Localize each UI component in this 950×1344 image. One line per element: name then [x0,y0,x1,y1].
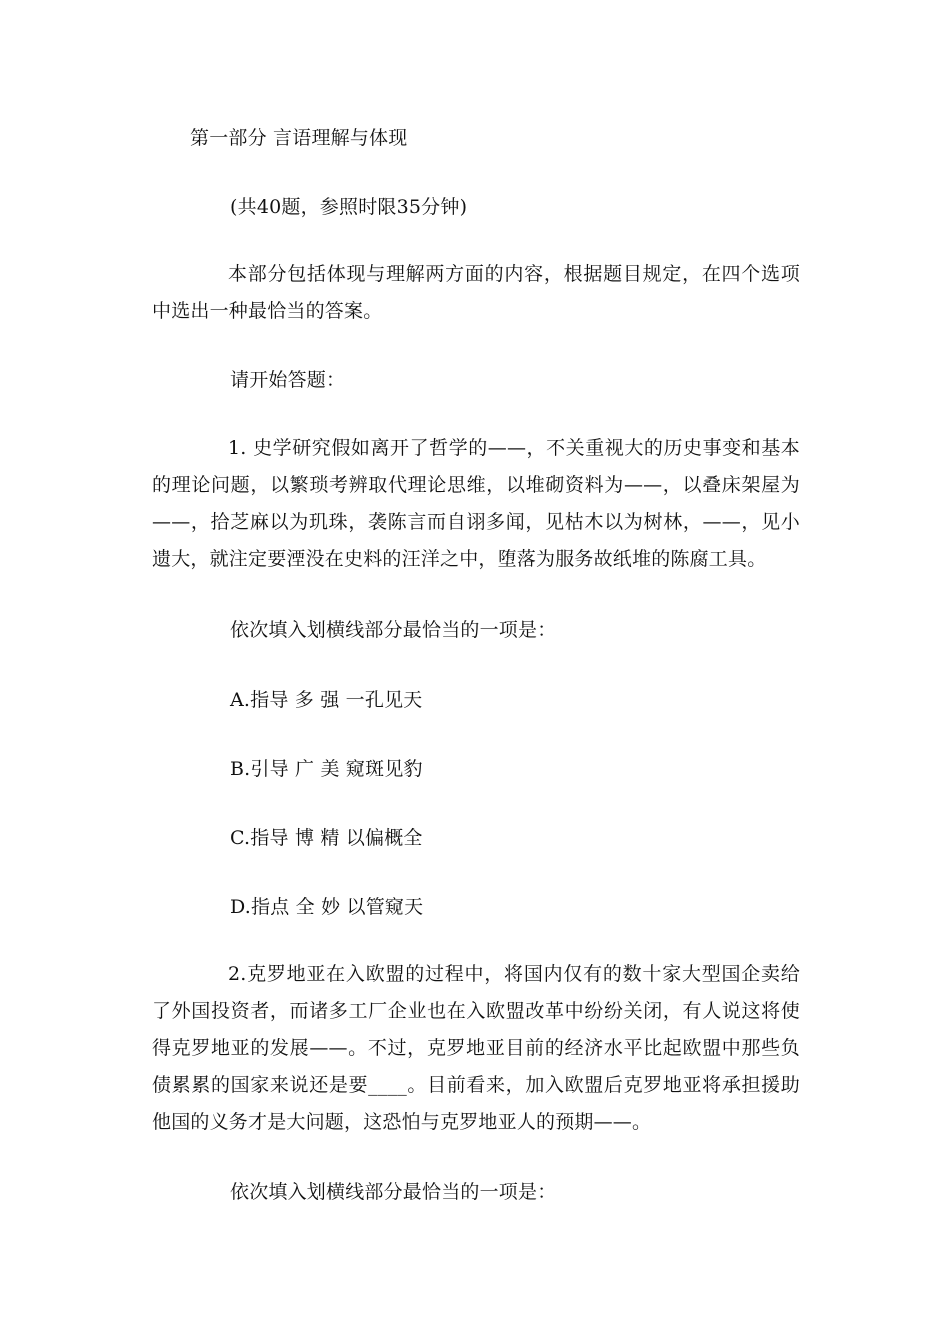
question-1-option-a: A.指导 多 强 一孔见天 [230,689,423,711]
question-1-option-b: B.引导 广 美 窥斑见豹 [230,758,423,780]
section-note: (共40题，参照时限35分钟) [230,196,468,218]
question-1-option-d: D.指点 全 妙 以管窥天 [230,896,424,918]
question-2-prompt: 依次填入划横线部分最恰当的一项是： [230,1181,557,1203]
instructions-paragraph: 本部分包括体现与理解两方面的内容，根据题目规定，在四个选项中选出一种最恰当的答案。 [152,263,800,322]
section-title: 第一部分 言语理解与体现 [190,127,408,149]
question-1-text: 1. 史学研究假如离开了哲学的——，不关重视大的历史事变和基本的理论问题，以繁琐考辨取代理论思维，以堆砌资料为——，以叠床架屋为——，拾芝麻以为玑珠，袭陈言而自诩多闻，见枯木以为树林，——，见小遗大，就注定要湮没在史料的汪洋之中，堕落为服务故纸堆的陈腐工具。 [152,437,800,570]
question-1-prompt: 依次填入划横线部分最恰当的一项是： [230,619,557,641]
question-2-text: 2.克罗地亚在入欧盟的过程中，将国内仅有的数十家大型国企卖给了外国投资者，而诸多工厂企业也在入欧盟改革中纷纷关闭，有人说这将使得克罗地亚的发展——。不过，克罗地亚目前的经济水平比起欧盟中那些负债累累的国家来说还是要____。目前看来，加入欧盟后克罗地亚将承担援助他国的义务才是大问题，这恐怕与克罗地亚人的预期——。 [152,963,800,1133]
start-prompt: 请开始答题： [230,369,346,391]
question-1-option-c: C.指导 博 精 以偏概全 [230,827,423,849]
